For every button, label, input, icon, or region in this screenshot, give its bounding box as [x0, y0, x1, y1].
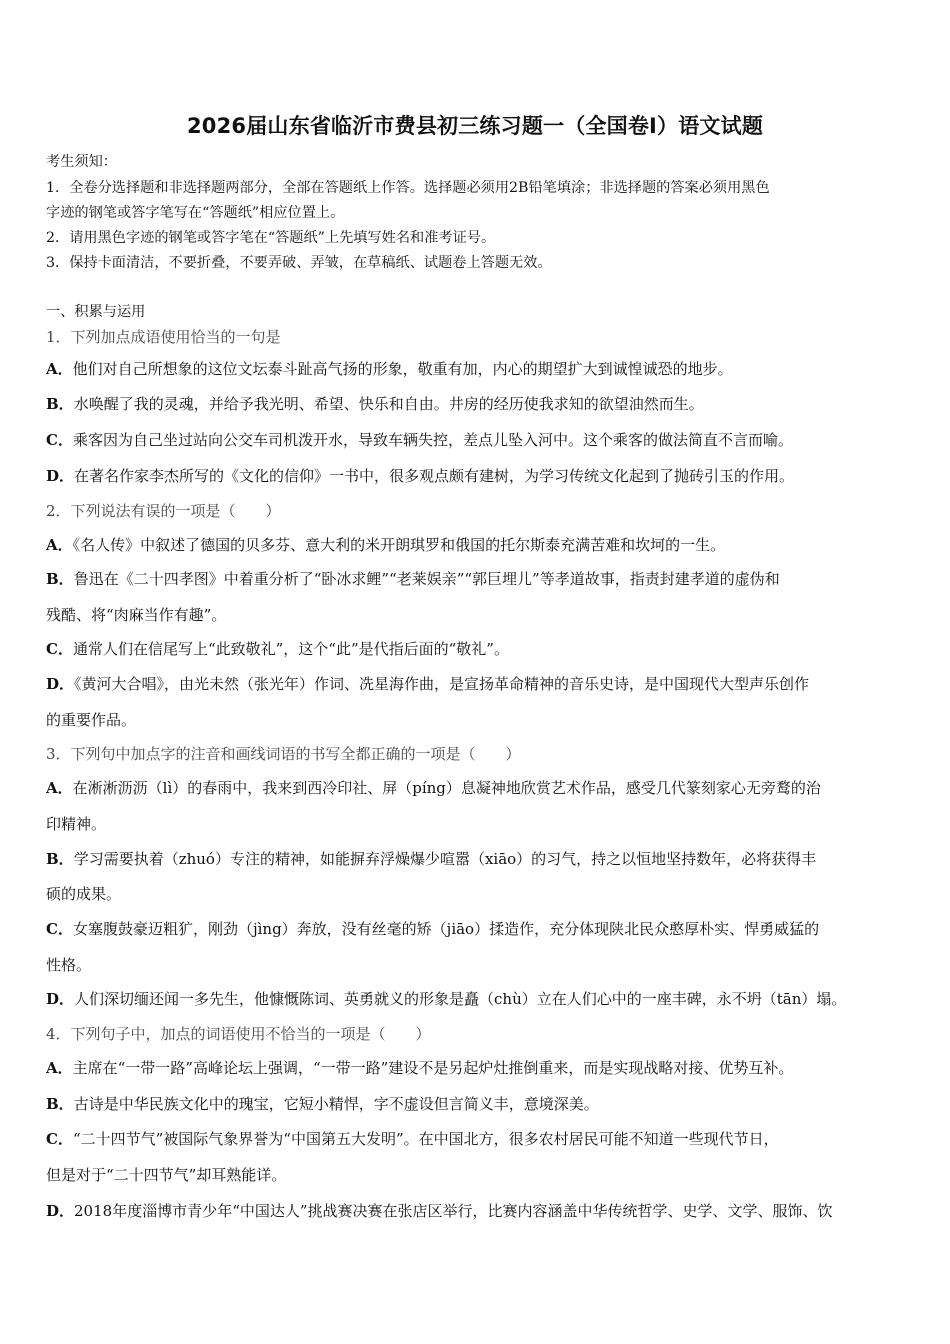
option-letter: B． — [46, 395, 74, 413]
option-letter: A． — [46, 1059, 73, 1077]
option-letter: A． — [46, 779, 73, 797]
section-heading: 一、积累与运用 — [46, 304, 146, 320]
option-line-cont: 但是对于“二十四节气”却耳熟能详。 — [46, 1166, 287, 1184]
option-text: 2018年度淄博市青少年“中国达人”挑战赛决赛在张店区举行，比赛内容涵盖中华传统哲学、史学、文学、服饰、饮 — [74, 1202, 833, 1220]
option-text: 在著名作家李杰所写的《文化的信仰》一书中，很多观点颇有建树，为学习传统文化起到了抛砖引玉的作用。 — [74, 467, 795, 485]
option-line — [46, 919, 916, 939]
notice-item: 字迹的钢笔或答字笔写在“答题纸”相应位置上。 — [46, 205, 345, 221]
question-stem: 2．下列说法有误的一项是（ ） — [46, 502, 281, 520]
notice-item: 3．保持卡面清洁，不要折叠，不要弄破、弄皱，在草稿纸、试题卷上答题无效。 — [46, 255, 552, 271]
option-text: 通常人们在信尾写上“此致敬礼”，这个“此”是代指后面的“敬礼”。 — [72, 640, 509, 658]
option-letter: C． — [46, 1130, 73, 1148]
question-stem: 4．下列句子中，加点的词语使用不恰当的一项是（ ） — [46, 1025, 431, 1043]
question-stem: 3．下列句中加点字的注音和画线词语的书写全都正确的一项是（ ） — [46, 745, 521, 763]
option-line — [46, 359, 916, 379]
option-letter: D． — [46, 990, 75, 1008]
option-text: 鲁迅在《二十四孝图》中着重分析了“卧冰求鲤”“老莱娱亲”“郭巨埋儿”等孝道故事，指责封建孝道的虚伪和 — [73, 570, 780, 588]
option-line — [46, 1201, 916, 1221]
option-text: “二十四节气”被国际气象界誉为“中国第五大发明”。在中国北方，很多农村居民可能不知道一些现代节日， — [72, 1130, 779, 1148]
option-line-cont: 印精神。 — [46, 815, 107, 833]
option-line-cont: 性格。 — [46, 956, 92, 974]
option-line — [46, 849, 916, 869]
option-letter: D． — [46, 467, 75, 485]
option-line — [46, 1129, 916, 1149]
option-letter: D． — [46, 675, 75, 693]
option-text: 《名人传》中叙述了德国的贝多芬、意大利的米开朗琪罗和俄国的托尔斯泰充满苦难和坎坷的一生。 — [72, 536, 726, 554]
option-letter: A． — [46, 360, 73, 378]
option-line — [46, 778, 916, 798]
option-line — [46, 1058, 916, 1078]
document-title: 2026届山东省临沂市费县初三练习题一（全国卷Ⅰ）语文试题 — [186, 114, 764, 138]
option-line — [46, 466, 916, 486]
option-text: 学习需要执着（zhuó）专注的精神，如能摒弃浮燥爆少喧嚣（xiāo）的习气，持之以恒地坚持数年，必将获得丰 — [73, 850, 817, 868]
notice-item: 1．全卷分选择题和非选择题两部分，全部在答题纸上作答。选择题必须用2B铅笔填涂；非选择题的答案必须用黑色 — [46, 180, 770, 196]
option-line — [46, 989, 916, 1009]
option-line — [46, 535, 916, 555]
option-line-cont: 的重要作品。 — [46, 711, 137, 729]
question-stem: 1．下列加点成语使用恰当的一句是 — [46, 328, 281, 346]
option-line — [46, 1094, 916, 1114]
option-line — [46, 639, 916, 659]
option-text: 水唤醒了我的灵魂，并给予我光明、希望、快乐和自由。井房的经历使我求知的欲望油然而生。 — [73, 395, 704, 413]
option-text: 主席在“一带一路”高峰论坛上强调，“一带一路”建设不是另起炉灶推倒重来，而是实现战略对接、优势互补。 — [72, 1059, 794, 1077]
notice-heading: 考生须知： — [46, 154, 117, 170]
option-text: 乘客因为自己坐过站向公交车司机泼开水，导致车辆失控，差点儿坠入河中。这个乘客的做法简直不言而喻。 — [72, 431, 793, 449]
option-letter: B． — [46, 850, 74, 868]
option-text: 古诗是中华民族文化中的瑰宝，它短小精悍，字不虚设但言简义丰，意境深美。 — [73, 1095, 599, 1113]
option-letter: C． — [46, 431, 73, 449]
option-line-cont: 硕的成果。 — [46, 885, 122, 903]
option-line-cont: 残酷、将“肉麻当作有趣”。 — [46, 606, 227, 624]
option-letter: A． — [46, 536, 73, 554]
notice-item: 2．请用黑色字迹的钢笔或答字笔在“答题纸”上先填写姓名和准考证号。 — [46, 230, 496, 246]
option-text: 女塞腹鼓豪迈粗犷，刚劲（jìng）奔放，没有丝毫的矫（jiāo）揉造作，充分体现陕北民众憨厚朴实、悍勇威猛的 — [72, 920, 820, 938]
option-letter: B． — [46, 570, 74, 588]
option-letter: C． — [46, 920, 73, 938]
option-text: 在淅淅沥沥（lì）的春雨中，我来到西冷印社、屏（píng）息凝神地欣赏艺术作品，感受几代篆刻家心无旁鹜的治 — [72, 779, 821, 797]
option-line — [46, 430, 916, 450]
option-text: 他们对自己所想象的这位文坛泰斗趾高气扬的形象，敬重有加，内心的期望扩大到诚惶诚恐的地步。 — [72, 360, 733, 378]
option-line — [46, 569, 916, 589]
option-text: 《黄河大合唱》，由光未然（张光年）作词、冼星海作曲，是宣扬革命精神的音乐史诗，是中国现代大型声乐创作 — [74, 675, 810, 693]
option-letter: C． — [46, 640, 73, 658]
option-line — [46, 394, 916, 414]
option-letter: B． — [46, 1095, 74, 1113]
option-text: 人们深切缅还闻一多先生，他慷慨陈词、英勇就义的形象是矗（chù）立在人们心中的一座丰碑，永不坍（tān）塌。 — [74, 990, 847, 1008]
option-letter: D． — [46, 1202, 75, 1220]
option-line — [46, 674, 916, 694]
